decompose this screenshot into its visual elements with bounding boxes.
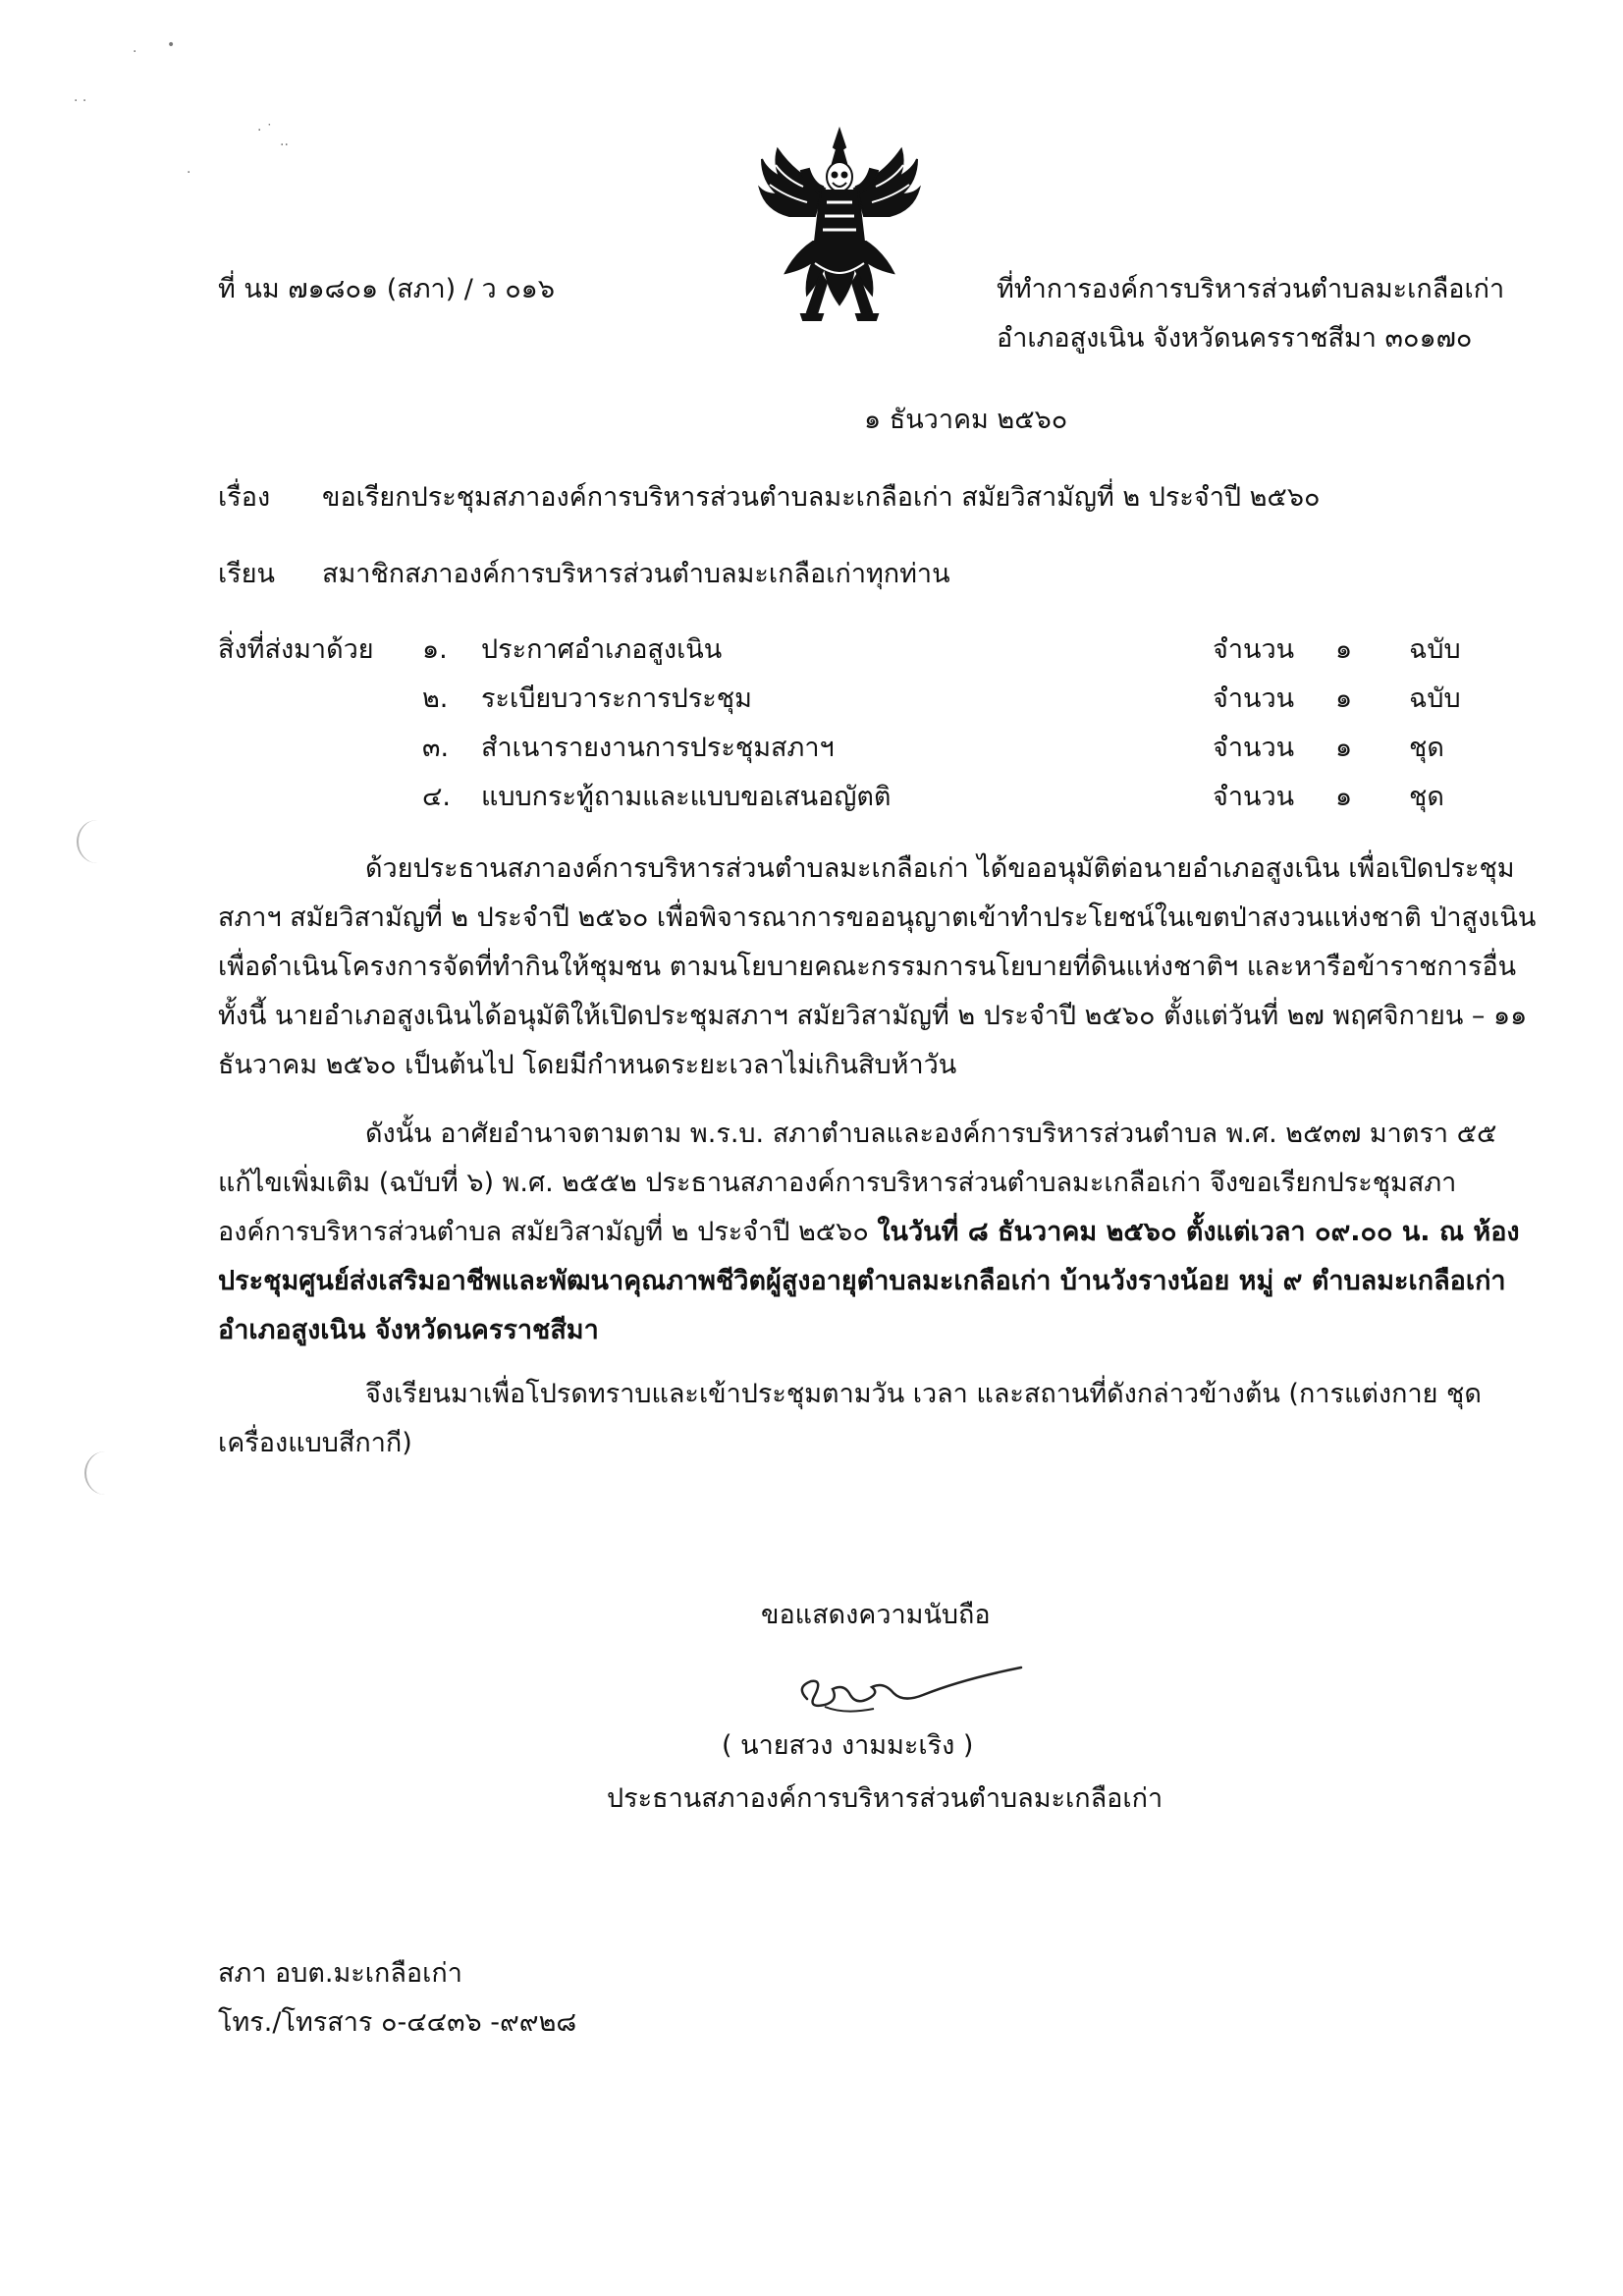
enclosure-title: ระเบียบวาระการประชุม [481, 683, 752, 714]
enclosure-number: ๓. [422, 733, 450, 763]
subject-text: ขอเรียกประชุมสภาองค์การบริหารส่วนตำบลมะเกลือเก่า สมัยวิสามัญที่ ๒ ประจำปี ๒๕๖๐ [322, 482, 1321, 513]
enclosure-qty: ๑ [1335, 634, 1353, 665]
enclosure-qty: ๑ [1335, 733, 1353, 763]
enclosure-title: ประกาศอำเภอสูงเนิน [481, 634, 723, 665]
punch-hole-mark [84, 1451, 126, 1495]
enclosure-title: แบบกระทู้ถามและแบบขอเสนอญัตติ [481, 782, 892, 812]
enclosure-unit: ฉบับ [1409, 634, 1461, 665]
enclosure-qty: ๑ [1335, 782, 1353, 812]
enclosure-title: สำเนารายงานการประชุมสภาฯ [481, 733, 835, 763]
body-paragraph-2 [218, 1110, 1543, 1355]
reference-number: ที่ นม ๗๑๘๐๑ (สภา) / ว ๐๑๖ [218, 274, 555, 304]
recipient-label: เรียน [218, 559, 276, 589]
enclosure-item [218, 676, 1543, 723]
enclosure-unit: ฉบับ [1409, 683, 1461, 714]
enclosure-number: ๑. [422, 634, 448, 665]
enclosure-unit: ชุด [1409, 782, 1444, 812]
enclosure-item [218, 725, 1543, 772]
enclosure-qty: ๑ [1335, 683, 1353, 714]
enclosure-qty-label: จำนวน [1213, 683, 1295, 714]
footer-office: สภา อบต.มะเกลือเก่า [218, 1958, 462, 1989]
enclosures-label: สิ่งที่ส่งมาด้วย [218, 634, 374, 665]
issuer-address-line1: ที่ทำการองค์การบริหารส่วนตำบลมะเกลือเก่า [997, 274, 1505, 304]
body-paragraph-2-text: ดังนั้น อาศัยอำนาจตามตาม พ.ร.บ. สภาตำบลและองค์การบริหารส่วนตำบล พ.ศ. ๒๕๓๗ มาตรา ๕๕ แก้ไขเพิ่มเติม (ฉบับที่ ๖) พ.ศ. ๒๕๕๒ ประธานสภาองค์การบริหารส่วนตำบลมะเกลือเก่า จึงขอเรียกประชุมสภาองค์การบริหารส่วนตำบล สมัยวิสามัญที่ ๒ ประจำปี ๒๕๖๐ [218, 1119, 1497, 1247]
body-paragraph-1-text: ด้วยประธานสภาองค์การบริหารส่วนตำบลมะเกลือเก่า ได้ขออนุมัติต่อนายอำเภอสูงเนิน เพื่อเปิดประชุมสภาฯ สมัยวิสามัญที่ ๒ ประจำปี ๒๕๖๐ เพื่อพิจารณาการขออนุญาตเข้าทำประโยชน์ในเขตป่าสงวนแห่งชาติ ป่าสูงเนิน เพื่อดำเนินโครงการจัดที่ทำกินให้ชุมชน ตามนโยบายคณะกรรมการนโยบายที่ดินแห่งชาติฯ และหารือข้าราชการอื่น ทั้งนี้ นายอำเภอสูงเนินได้อนุมัติให้เปิดประชุมสภาฯ สมัยวิสามัญที่ ๒ ประจำปี ๒๕๖๐ ตั้งแต่วันที่ ๒๗ พฤศจิกายน – ๑๑ ธันวาคม ๒๕๖๐ เป็นต้นไป โดยมีกำหนดระยะเวลาไม่เกินสิบห้าวัน [218, 853, 1537, 1080]
enclosure-item [218, 774, 1543, 821]
signatory-name: ( นายสวง งามมะเริง ) [722, 1730, 974, 1761]
garuda-emblem [756, 126, 923, 327]
enclosure-number: ๒. [422, 683, 449, 714]
signatory-title: ประธานสภาองค์การบริหารส่วนตำบลมะเกลือเก่า [607, 1783, 1163, 1814]
document-date: ๑ ธันวาคม ๒๕๖๐ [864, 405, 1068, 435]
footer-phone: โทร./โทรสาร ๐-๔๔๓๖ -๙๙๒๘ [218, 2007, 577, 2038]
closing-regards: ขอแสดงความนับถือ [761, 1600, 991, 1630]
meeting-details: ในวันที่ ๘ ธันวาคม ๒๕๖๐ ตั้งแต่เวลา ๐๙.๐๐ น. ณ ห้องประชุมศูนย์ส่งเสริมอาชีพและพัฒนาคุณภาพชีวิตผู้สูงอายุตำบลมะเกลือเก่า บ้านวังรางน้อย หมู่ ๙ ตำบลมะเกลือเก่า อำเภอสูงเนิน จังหวัดนครราชสีมา [218, 1217, 1520, 1345]
body-paragraph-1 [218, 845, 1543, 1090]
punch-hole-mark [77, 820, 118, 863]
enclosure-item [218, 627, 1543, 674]
subject-label: เรื่อง [218, 482, 271, 513]
issuer-address-line2: อำเภอสูงเนิน จังหวัดนครราชสีมา ๓๐๑๗๐ [997, 323, 1473, 354]
body-paragraph-3-text: จึงเรียนมาเพื่อโปรดทราบและเข้าประชุมตามวัน เวลา และสถานที่ดังกล่าวข้างต้น (การแต่งกาย ชุดเครื่องแบบสีกากี) [218, 1379, 1482, 1458]
enclosure-number: ๔. [422, 782, 452, 812]
enclosure-qty-label: จำนวน [1213, 733, 1295, 763]
body-paragraph-3 [218, 1370, 1543, 1468]
enclosure-qty-label: จำนวน [1213, 782, 1295, 812]
recipient-text: สมาชิกสภาองค์การบริหารส่วนตำบลมะเกลือเก่าทุกท่าน [322, 559, 950, 589]
enclosure-qty-label: จำนวน [1213, 634, 1295, 665]
handwritten-signature [785, 1660, 1031, 1728]
enclosure-unit: ชุด [1409, 733, 1444, 763]
